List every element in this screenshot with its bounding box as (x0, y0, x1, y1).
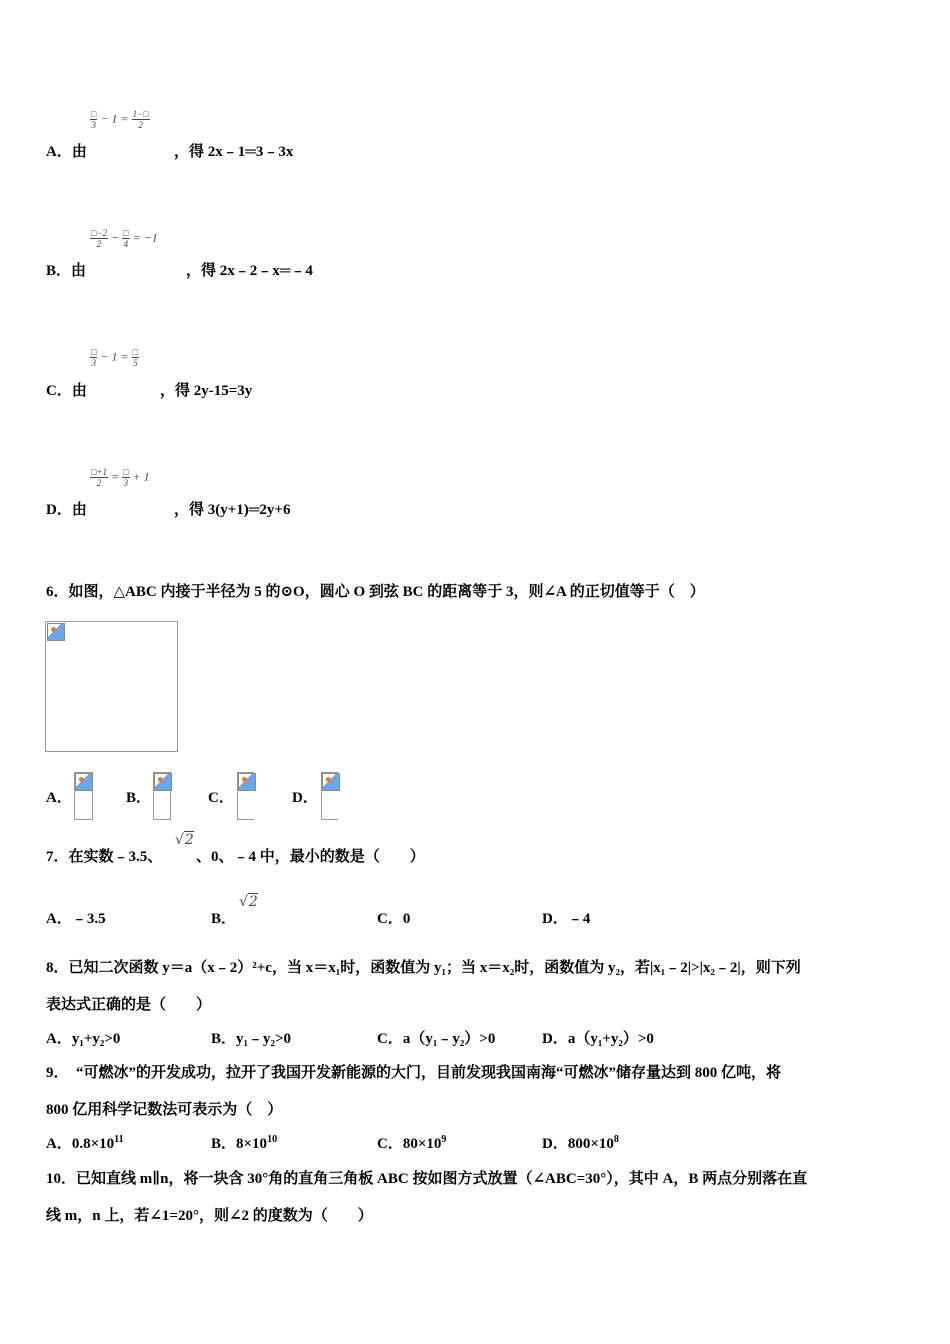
option-d-result: ，得 3(y+1)═2y+6 (174, 502, 291, 518)
frac-denominator: 3 (91, 358, 96, 368)
q6-option-a-label: A． (46, 790, 72, 806)
frac-numerator: □ (91, 109, 97, 119)
frac-denominator: 2 (96, 239, 102, 249)
frac-numerator: □+1 (91, 467, 108, 477)
q6-option-d-label: D． (292, 790, 318, 806)
sqrt-radicand: 2 (184, 832, 194, 848)
q9-option-c (377, 1132, 446, 1153)
q7-option-b-sqrt: √2 (239, 894, 258, 910)
q9-option-b-base: B．8×10 (211, 1136, 268, 1152)
frac-numerator: □−2 (91, 228, 108, 238)
option-b-result: ，得 2x﹣2﹣x═﹣4 (186, 263, 313, 279)
q6-option-c-image (237, 772, 254, 820)
q9-option-a-base: A．0.8×10 (46, 1136, 115, 1152)
sqrt-expression: √2 (175, 832, 194, 848)
q7-option-a: A．﹣3.5 (46, 911, 106, 927)
frac-denominator: 3 (91, 120, 96, 130)
option-a-result: ，得 2x﹣1═3﹣3x (174, 144, 294, 160)
question-9-line-1: 9． “可燃冰”的开发成功，拉开了我国开发新能源的大门，目前发现我国南海“可燃冰”储存量达到 800 亿吨，将 (46, 1065, 782, 1081)
frac-denominator: 2 (138, 120, 143, 130)
q8-option-b: B．y₁﹣y₂>0 (211, 1031, 292, 1047)
q8-option-a: A．y₁+y₂>0 (46, 1031, 121, 1047)
q9-option-d-exponent: 8 (613, 1134, 619, 1145)
equation-a (90, 109, 150, 130)
equation-end: = −1 (132, 230, 158, 245)
question-10-line-1: 10．已知直线 m∥n，将一块含 30°角的直角三角板 ABC 按如图方式放置（∠ABC=30°），其中 A，B 两点分别落在直 (46, 1171, 808, 1187)
q9-option-c-base: C．80×10 (377, 1136, 442, 1152)
frac-numerator: 1−□ (132, 109, 149, 119)
equation-d (90, 467, 150, 488)
q6-option-a-image (74, 772, 93, 820)
frac-numerator: □ (132, 347, 139, 357)
question-6-figure (45, 621, 178, 752)
question-7-text-end: 、0、﹣4 中，最小的数是（ ） (196, 849, 425, 865)
frac-numerator: □ (123, 467, 129, 477)
frac-denominator: 2 (96, 478, 102, 488)
q8-option-d: D．a（y₁+y₂）>0 (542, 1031, 654, 1047)
sqrt-radicand: 2 (248, 894, 258, 910)
equation-operator: − (111, 230, 120, 245)
question-8-line-1: 8．已知二次函数 y＝a（x﹣2）²+c，当 x＝x₁时，函数值为 y₁；当 x＝x₂时，函数值为 y₂，若|x₁﹣2|>|x₂﹣2|，则下列 (46, 960, 801, 976)
question-8-line-2: 表达式正确的是（ ） (46, 997, 212, 1013)
broken-image-icon (154, 773, 172, 791)
question-9-line-2: 800 亿用科学记数法可表示为（ ） (46, 1102, 283, 1118)
q8-option-c: C．a（y₁﹣y₂）>0 (377, 1031, 496, 1047)
option-c-label: C．由 (46, 383, 87, 399)
q7-option-c: C．0 (377, 911, 411, 927)
q9-option-d (542, 1132, 619, 1153)
broken-image-icon (238, 773, 256, 791)
q6-option-c-label: C． (208, 790, 234, 806)
option-b-label: B．由 (46, 263, 87, 279)
question-6-text: 6．如图，△ABC 内接于半径为 5 的⊙O，圆心 O 到弦 BC 的距离等于 3，则∠A 的正切值等于（ ） (46, 584, 705, 600)
q9-option-d-base: D．800×10 (542, 1136, 614, 1152)
equation-operator: − 1 = (100, 349, 129, 364)
frac-numerator: □ (91, 347, 97, 357)
equation-b (90, 228, 158, 249)
option-d-label: D．由 (46, 502, 87, 518)
frac-denominator: 3 (123, 478, 129, 488)
equation-operator: = (111, 469, 120, 484)
q9-option-b-exponent: 10 (267, 1134, 278, 1145)
q7-option-b-label: B． (211, 911, 237, 927)
question-10-line-2: 线 m，n 上，若∠1=20°，则∠2 的度数为（ ） (46, 1208, 373, 1224)
equation-end: + 1 (132, 469, 150, 484)
q9-option-b (211, 1132, 277, 1153)
frac-denominator: 5 (133, 358, 138, 368)
broken-image-icon (322, 773, 340, 791)
q6-option-b-label: B． (126, 790, 152, 806)
question-7-text-start: 7．在实数﹣3.5、 (46, 849, 163, 865)
q7-option-d: D．﹣4 (542, 911, 591, 927)
option-c-result: ，得 2y-15=3y (160, 383, 253, 399)
frac-numerator: □ (123, 228, 129, 238)
equation-operator: − 1 = (100, 111, 129, 126)
frac-denominator: 4 (123, 239, 129, 249)
q9-option-c-exponent: 9 (441, 1134, 447, 1145)
q9-option-a-exponent: 11 (114, 1134, 124, 1145)
option-a-label: A．由 (46, 144, 87, 160)
q6-option-d-image (321, 772, 338, 820)
broken-image-icon (47, 623, 65, 641)
broken-image-icon (75, 773, 93, 791)
q6-option-b-image (153, 772, 171, 820)
equation-c (90, 347, 139, 368)
q9-option-a (46, 1132, 124, 1153)
